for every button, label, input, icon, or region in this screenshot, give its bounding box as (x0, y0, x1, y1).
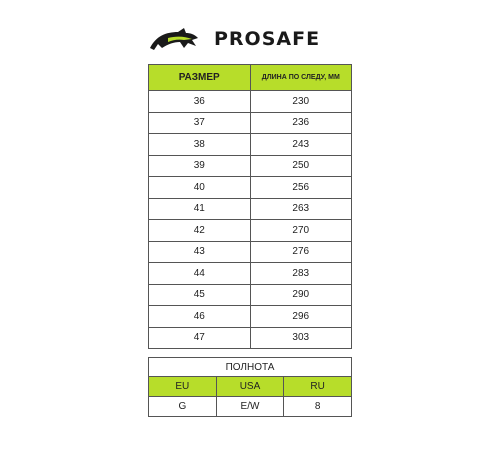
size-cell: 44 (149, 263, 251, 285)
length-cell: 276 (250, 241, 352, 263)
length-cell: 256 (250, 177, 352, 199)
table-row (149, 284, 352, 306)
size-cell: 36 (149, 91, 251, 113)
size-cell: 42 (149, 220, 251, 242)
table-row (149, 155, 352, 177)
size-cell: 37 (149, 112, 251, 134)
size-column-header: РАЗМЕР (149, 65, 251, 91)
width-value-ru: 8 (284, 397, 352, 417)
size-cell: 47 (149, 327, 251, 349)
size-chart-body (149, 91, 352, 349)
table-row (149, 263, 352, 285)
brand-name: PROSAFE (214, 28, 321, 50)
width-table (148, 357, 352, 417)
length-cell: 230 (250, 91, 352, 113)
size-cell: 43 (149, 241, 251, 263)
table-row (149, 327, 352, 349)
width-value-eu: G (149, 397, 217, 417)
size-cell: 40 (149, 177, 251, 199)
length-cell: 263 (250, 198, 352, 220)
size-cell: 39 (149, 155, 251, 177)
length-cell: 283 (250, 263, 352, 285)
width-column-header-eu: EU (149, 377, 217, 397)
length-column-header: ДЛИНА ПО СЛЕДУ, ММ (250, 65, 352, 91)
size-chart-header-row (149, 65, 352, 91)
length-cell: 270 (250, 220, 352, 242)
width-title: ПОЛНОТА (149, 358, 352, 377)
length-cell: 290 (250, 284, 352, 306)
brand-logo (148, 26, 320, 52)
rhino-icon (148, 26, 200, 52)
width-column-header-ru: RU (284, 377, 352, 397)
width-value-usa: E/W (216, 397, 284, 417)
size-cell: 45 (149, 284, 251, 306)
table-row (149, 112, 352, 134)
table-row (149, 220, 352, 242)
length-cell: 243 (250, 134, 352, 156)
size-cell: 38 (149, 134, 251, 156)
table-row (149, 198, 352, 220)
length-cell: 303 (250, 327, 352, 349)
table-row (149, 177, 352, 199)
length-cell: 250 (250, 155, 352, 177)
length-cell: 236 (250, 112, 352, 134)
width-column-header-usa: USA (216, 377, 284, 397)
table-row (149, 306, 352, 328)
size-chart-table (148, 64, 352, 349)
size-cell: 41 (149, 198, 251, 220)
size-cell: 46 (149, 306, 251, 328)
table-row (149, 91, 352, 113)
table-row (149, 241, 352, 263)
table-row (149, 134, 352, 156)
length-cell: 296 (250, 306, 352, 328)
